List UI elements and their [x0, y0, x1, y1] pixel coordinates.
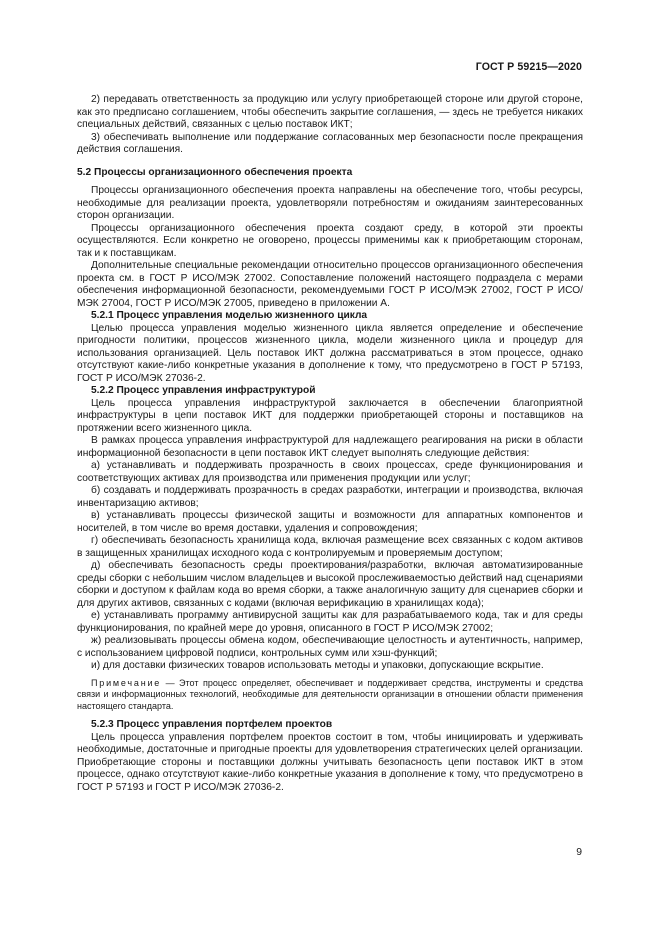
- list-item-b: б) создавать и поддерживать прозрачность в средах разработки, интеграции и производства, включая инвентаризацию активов;: [77, 485, 583, 509]
- document-id-header: ГОСТ Р 59215—2020: [475, 61, 582, 73]
- document-body: [77, 94, 583, 794]
- paragraph: Дополнительные специальные рекомендации относительно процессов организационного обеспечения проекта см. в ГОСТ Р ИСО/МЭК 27002. Сопоставление положений настоящего подраздела с мерами обеспечения информационной безопасности, рекомендуемыми ГОСТ Р ИСО/МЭК 27002, ГОСТ Р ИСО/МЭК 27004, ГОСТ Р ИСО/МЭК 27005, приведено в приложении А.: [77, 260, 583, 309]
- note-label: Примечание: [91, 677, 162, 688]
- paragraph: Целью процесса управления моделью жизненного цикла является определение и обеспечение пригодности политики, процессов жизненного цикла, модели жизненного цикла и процедур для использования организацией. Цель поставок ИКТ должна рассматриваться в этом процессе, однако отсутствуют какие-либо конкретные указания в дополнение к тому, что предусмотрено в ГОСТ Р 57193, ГОСТ Р ИСО/МЭК 27036-2.: [77, 322, 583, 384]
- list-item-a: а) устанавливать и поддерживать прозрачность в своих процессах, среде функционирования и соответствующих активах для производства или применения продукции или услуг;: [77, 460, 583, 484]
- page-number: 9: [576, 847, 582, 858]
- list-item-d: г) обеспечивать безопасность хранилища кода, включая размещение всех связанных с кодом активов в защищенных хранилищах исходного кода с контролируемым и проверяемым доступом;: [77, 535, 583, 559]
- paragraph-item-2: 2) передавать ответственность за продукцию или услугу приобретающей стороне или другой стороне, как это предписано соглашением, чтобы обеспечить закрытие соглашения, — здесь не требуется никаких специальных действий, связанных с целью поставок ИКТ;: [77, 94, 583, 130]
- section-heading-5-2-1: 5.2.1 Процесс управления моделью жизненного цикла: [91, 310, 368, 321]
- paragraph: Цель процесса управления портфелем проектов состоит в том, чтобы инициировать и удерживать необходимые, достаточные и пригодные проекты для удовлетворения стратегических целей организации. Приобретающие стороны и поставщики должны учитывать безопасность цепи поставок ИКТ в этом процессе, однако отсутствуют какие-либо конкретные указания в дополнение к тому, что предусмотрено в ГОСТ Р 57193 и ГОСТ Р ИСО/МЭК 27036-2.: [77, 731, 583, 793]
- list-item-e: д) обеспечивать безопасность среды проектирования/разработки, включая автоматизированные среды сборки с небольшим числом владельцев и высокой прослеживаемостью действий над сценариями сборки и доступом к файлам кода во время сборки, а также аналогичную защиту для сценариев сборки и для других активов, связанных с кодами (включая верификацию в хранилищах кода);: [77, 560, 583, 609]
- note-text: — Этот процесс определяет, обеспечивает и поддерживает средства, инструменты и средства связи и информационных технологий, необходимые для деятельности организации в отношении области применения настоящего стандарта.: [77, 677, 583, 711]
- paragraph: Цель процесса управления инфраструктурой заключается в обеспечении благоприятной инфраструктуры в цепи поставок ИКТ для поддержки приобретающей стороны и поставщиков на протяжении всего жизненного цикла.: [77, 397, 583, 434]
- list-item-h: и) для доставки физических товаров использовать методы и упаковки, допускающие вскрытие.: [91, 660, 544, 671]
- paragraph: Процессы организационного обеспечения проекта создают среду, в которой эти проекты осуществляются. Если конкретно не оговорено, процессы применимы как к приобретающим сторонам, так и к поставщикам.: [77, 222, 583, 259]
- paragraph: В рамках процесса управления инфраструктурой для надлежащего реагирования на риски в области информационной безопасности в цепи поставок ИКТ следует выполнять следующие действия:: [77, 435, 583, 459]
- paragraph-item-3: 3) обеспечивать выполнение или поддержание согласованных мер безопасности после прекращения действия соглашения.: [77, 131, 583, 155]
- section-heading-5-2-2: 5.2.2 Процесс управления инфраструктурой: [91, 385, 316, 396]
- list-item-g: ж) реализовывать процессы обмена кодом, обеспечивающие целостность и аутентичность, например, с использованием цифровой подписи, контрольных сумм или хэш-функций;: [77, 635, 583, 659]
- paragraph: Процессы организационного обеспечения проекта направлены на обеспечение того, чтобы ресурсы, необходимые для реализации проекта, удовлетворяли потребностям и ожиданиям заинтересованных сторон организации.: [77, 185, 583, 221]
- list-item-f: е) устанавливать программу антивирусной защиты как для разрабатываемого кода, так и для среды функционирования, по крайней мере до уровня, описанного в ГОСТ Р ИСО/МЭК 27002;: [77, 610, 583, 634]
- list-item-c: в) устанавливать процессы физической защиты и возможности для аппаратных компонентов и носителей, в том числе во время доставки, удаления и сопровождения;: [77, 510, 583, 534]
- note: [77, 678, 583, 713]
- section-heading-5-2: 5.2 Процессы организационного обеспечения проекта: [77, 166, 353, 178]
- section-heading-5-2-3: 5.2.3 Процесс управления портфелем проектов: [91, 719, 333, 730]
